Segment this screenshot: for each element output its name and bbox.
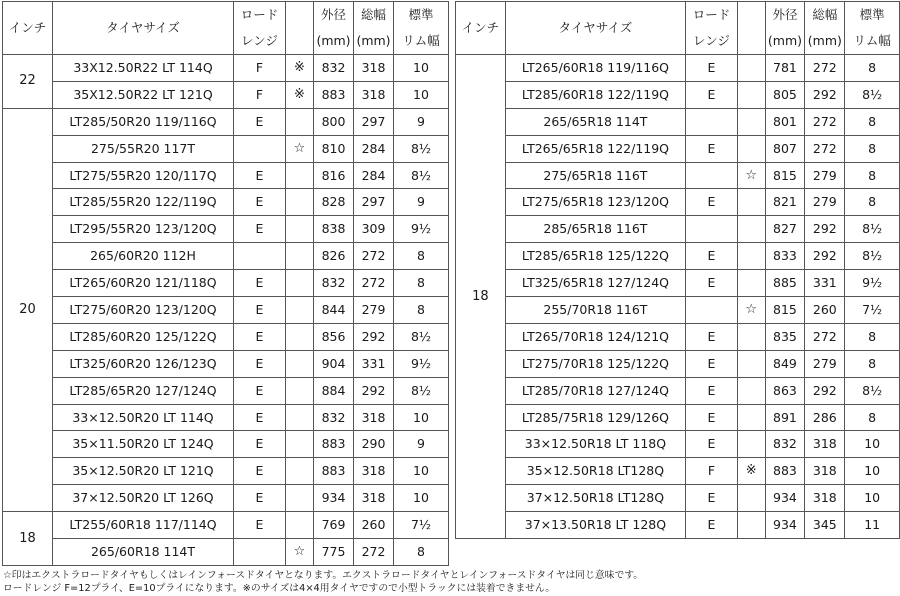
outer-diameter-cell: 934	[314, 485, 354, 512]
rim-width-cell: 9½	[845, 270, 900, 297]
rim-width-cell: 9	[394, 108, 449, 135]
mark-cell	[286, 431, 314, 458]
load-range-cell: E	[234, 323, 286, 350]
total-width-cell: 292	[805, 216, 845, 243]
total-width-cell: 309	[354, 216, 394, 243]
load-range-cell: E	[686, 270, 738, 297]
load-range-cell: E	[234, 377, 286, 404]
load-range-cell: E	[234, 270, 286, 297]
mark-cell: ☆	[737, 162, 765, 189]
mark-cell: ※	[737, 458, 765, 485]
outer-diameter-cell: 833	[765, 243, 805, 270]
mark-cell: ☆	[286, 135, 314, 162]
outer-diameter-cell: 856	[314, 323, 354, 350]
table-row	[456, 431, 900, 458]
table-row	[456, 350, 900, 377]
tire-size-cell: LT325/60R20 126/123Q	[53, 350, 234, 377]
table-row	[3, 270, 449, 297]
header-tire-size: タイヤサイズ	[53, 2, 234, 55]
total-width-cell: 318	[805, 485, 845, 512]
outer-diameter-cell: 832	[314, 270, 354, 297]
table-row	[456, 270, 900, 297]
table-row	[456, 135, 900, 162]
rim-width-cell: 8½	[394, 323, 449, 350]
tire-size-cell: LT285/75R18 129/126Q	[505, 404, 685, 431]
footnote-load-range: ロードレンジ F=12プライ、E=10プライになります。※のサイズは4×4用タイヤですので小型トラックには装着できません。	[3, 583, 556, 594]
outer-diameter-cell: 826	[314, 243, 354, 270]
rim-width-cell: 8	[845, 189, 900, 216]
mark-cell: ☆	[737, 297, 765, 324]
tire-size-cell: LT285/60R20 125/122Q	[53, 323, 234, 350]
tire-size-cell: 265/65R18 114T	[505, 108, 685, 135]
rim-width-cell: 10	[394, 55, 449, 82]
mark-cell: ※	[286, 81, 314, 108]
table-row	[456, 108, 900, 135]
mark-cell	[286, 243, 314, 270]
outer-diameter-cell: 775	[314, 539, 354, 566]
table-row	[3, 323, 449, 350]
rim-width-cell: 8½	[394, 135, 449, 162]
load-range-cell	[686, 162, 738, 189]
inch-cell: 18	[3, 512, 53, 566]
mark-cell	[737, 323, 765, 350]
load-range-cell: E	[686, 189, 738, 216]
total-width-cell: 272	[805, 108, 845, 135]
outer-diameter-cell: 815	[765, 297, 805, 324]
outer-diameter-cell: 849	[765, 350, 805, 377]
table-row	[456, 81, 900, 108]
load-range-cell: E	[686, 55, 738, 82]
outer-diameter-cell: 832	[314, 404, 354, 431]
mark-cell	[286, 512, 314, 539]
rim-width-cell: 8½	[845, 243, 900, 270]
tire-size-cell: 37×13.50R18 LT 128Q	[505, 512, 685, 539]
table-row	[3, 135, 449, 162]
tire-size-cell: LT275/65R18 123/120Q	[505, 189, 685, 216]
rim-width-cell: 11	[845, 512, 900, 539]
mark-cell: ☆	[286, 539, 314, 566]
tire-size-cell: 33×12.50R18 LT 118Q	[505, 431, 685, 458]
header-load-range: ロード レンジ	[234, 2, 286, 55]
table-row	[3, 350, 449, 377]
mark-cell	[286, 404, 314, 431]
tire-size-cell: 35X12.50R22 LT 121Q	[53, 81, 234, 108]
outer-diameter-cell: 816	[314, 162, 354, 189]
rim-width-cell: 8½	[845, 377, 900, 404]
outer-diameter-cell: 883	[314, 431, 354, 458]
total-width-cell: 292	[805, 377, 845, 404]
table-row	[3, 297, 449, 324]
load-range-cell: E	[234, 162, 286, 189]
total-width-cell: 318	[354, 485, 394, 512]
mark-cell: ※	[286, 55, 314, 82]
total-width-cell: 292	[354, 323, 394, 350]
load-range-cell: E	[686, 377, 738, 404]
load-range-cell	[686, 297, 738, 324]
outer-diameter-cell: 904	[314, 350, 354, 377]
rim-width-cell: 8	[845, 350, 900, 377]
rim-width-cell: 10	[394, 81, 449, 108]
mark-cell	[737, 81, 765, 108]
header-inch: インチ	[3, 2, 53, 55]
load-range-cell	[686, 108, 738, 135]
tire-size-cell: LT285/50R20 119/116Q	[53, 108, 234, 135]
tire-size-cell: 285/65R18 116T	[505, 216, 685, 243]
load-range-cell: E	[234, 189, 286, 216]
table-row	[456, 377, 900, 404]
load-range-cell	[234, 243, 286, 270]
outer-diameter-cell: 832	[314, 55, 354, 82]
table-row	[3, 189, 449, 216]
tire-size-cell: LT275/55R20 120/117Q	[53, 162, 234, 189]
header-outer-diameter: 外径 (mm)	[314, 2, 354, 55]
load-range-cell: E	[234, 458, 286, 485]
rim-width-cell: 10	[394, 485, 449, 512]
total-width-cell: 272	[354, 270, 394, 297]
rim-width-cell: 8	[845, 162, 900, 189]
tire-size-cell: LT275/70R18 125/122Q	[505, 350, 685, 377]
load-range-cell: E	[686, 404, 738, 431]
table-row	[3, 458, 449, 485]
tire-size-cell: 35×11.50R20 LT 124Q	[53, 431, 234, 458]
outer-diameter-cell: 863	[765, 377, 805, 404]
tire-size-cell: 37×12.50R20 LT 126Q	[53, 485, 234, 512]
table-row	[3, 377, 449, 404]
table-row	[456, 297, 900, 324]
header-outer-diameter: 外径 (mm)	[765, 2, 805, 55]
footnotes	[3, 569, 643, 595]
rim-width-cell: 8	[394, 539, 449, 566]
tire-size-cell: LT265/65R18 122/119Q	[505, 135, 685, 162]
rim-width-cell: 8½	[845, 216, 900, 243]
mark-cell	[286, 189, 314, 216]
table-row	[3, 431, 449, 458]
table-row	[3, 55, 449, 82]
total-width-cell: 318	[805, 458, 845, 485]
header-row	[3, 2, 449, 55]
outer-diameter-cell: 801	[765, 108, 805, 135]
total-width-cell: 272	[805, 323, 845, 350]
mark-cell	[737, 377, 765, 404]
outer-diameter-cell: 781	[765, 55, 805, 82]
total-width-cell: 272	[354, 243, 394, 270]
header-mark	[286, 2, 314, 55]
load-range-cell: E	[686, 243, 738, 270]
tire-size-cell: LT285/60R18 122/119Q	[505, 81, 685, 108]
mark-cell	[737, 485, 765, 512]
rim-width-cell: 8	[394, 297, 449, 324]
header-row	[456, 2, 900, 55]
table-row	[456, 216, 900, 243]
outer-diameter-cell: 838	[314, 216, 354, 243]
total-width-cell: 279	[354, 297, 394, 324]
total-width-cell: 279	[805, 162, 845, 189]
mark-cell	[286, 108, 314, 135]
load-range-cell: E	[234, 512, 286, 539]
rim-width-cell: 8	[394, 270, 449, 297]
load-range-cell	[686, 216, 738, 243]
total-width-cell: 284	[354, 162, 394, 189]
tire-size-cell: LT275/60R20 123/120Q	[53, 297, 234, 324]
load-range-cell: F	[234, 81, 286, 108]
header-standard-rim: 標準 リム幅	[845, 2, 900, 55]
table-row	[456, 404, 900, 431]
inch-cell: 22	[3, 55, 53, 109]
total-width-cell: 284	[354, 135, 394, 162]
table-row	[456, 485, 900, 512]
load-range-cell: E	[234, 216, 286, 243]
mark-cell	[737, 216, 765, 243]
tire-size-cell: LT325/65R18 127/124Q	[505, 270, 685, 297]
total-width-cell: 318	[354, 458, 394, 485]
total-width-cell: 318	[805, 431, 845, 458]
mark-cell	[286, 485, 314, 512]
mark-cell	[286, 377, 314, 404]
mark-cell	[737, 431, 765, 458]
tire-size-table-right	[455, 1, 900, 539]
tire-size-cell: 275/55R20 117T	[53, 135, 234, 162]
mark-cell	[737, 404, 765, 431]
outer-diameter-cell: 885	[765, 270, 805, 297]
outer-diameter-cell: 810	[314, 135, 354, 162]
outer-diameter-cell: 884	[314, 377, 354, 404]
outer-diameter-cell: 934	[765, 485, 805, 512]
total-width-cell: 297	[354, 108, 394, 135]
tire-size-cell: LT285/65R18 125/122Q	[505, 243, 685, 270]
rim-width-cell: 7½	[845, 297, 900, 324]
total-width-cell: 260	[805, 297, 845, 324]
tire-size-cell: 255/70R18 116T	[505, 297, 685, 324]
inch-cell: 20	[3, 108, 53, 511]
outer-diameter-cell: 883	[765, 458, 805, 485]
tire-size-cell: LT255/60R18 117/114Q	[53, 512, 234, 539]
rim-width-cell: 7½	[394, 512, 449, 539]
header-total-width: 総幅 (mm)	[805, 2, 845, 55]
header-inch: インチ	[456, 2, 506, 55]
total-width-cell: 292	[805, 243, 845, 270]
tire-size-table-left	[2, 1, 449, 566]
mark-cell	[737, 270, 765, 297]
total-width-cell: 297	[354, 189, 394, 216]
mark-cell	[286, 297, 314, 324]
table-row	[456, 243, 900, 270]
rim-width-cell: 9½	[394, 350, 449, 377]
table-row	[456, 55, 900, 82]
mark-cell	[737, 512, 765, 539]
total-width-cell: 290	[354, 431, 394, 458]
outer-diameter-cell: 800	[314, 108, 354, 135]
total-width-cell: 260	[354, 512, 394, 539]
rim-width-cell: 8	[845, 323, 900, 350]
outer-diameter-cell: 769	[314, 512, 354, 539]
load-range-cell: E	[234, 297, 286, 324]
load-range-cell: E	[686, 431, 738, 458]
outer-diameter-cell: 883	[314, 458, 354, 485]
rim-width-cell: 8	[394, 243, 449, 270]
table-row	[456, 189, 900, 216]
rim-width-cell: 9½	[394, 216, 449, 243]
total-width-cell: 331	[805, 270, 845, 297]
rim-width-cell: 8	[845, 135, 900, 162]
load-range-cell: E	[686, 512, 738, 539]
outer-diameter-cell: 891	[765, 404, 805, 431]
total-width-cell: 345	[805, 512, 845, 539]
table-row	[3, 485, 449, 512]
tire-size-cell: LT265/60R20 121/118Q	[53, 270, 234, 297]
table-row	[456, 458, 900, 485]
rim-width-cell: 10	[845, 458, 900, 485]
load-range-cell: E	[234, 108, 286, 135]
load-range-cell: F	[686, 458, 738, 485]
load-range-cell: E	[686, 81, 738, 108]
total-width-cell: 331	[354, 350, 394, 377]
tire-size-cell: LT265/70R18 124/121Q	[505, 323, 685, 350]
table-row	[3, 162, 449, 189]
mark-cell	[737, 243, 765, 270]
total-width-cell: 272	[805, 135, 845, 162]
tire-size-cell: 265/60R18 114T	[53, 539, 234, 566]
tire-size-cell: 265/60R20 112H	[53, 243, 234, 270]
header-tire-size: タイヤサイズ	[505, 2, 685, 55]
table-row	[3, 243, 449, 270]
rim-width-cell: 10	[845, 431, 900, 458]
header-mark	[737, 2, 765, 55]
outer-diameter-cell: 832	[765, 431, 805, 458]
outer-diameter-cell: 828	[314, 189, 354, 216]
mark-cell	[737, 55, 765, 82]
outer-diameter-cell: 934	[765, 512, 805, 539]
outer-diameter-cell: 805	[765, 81, 805, 108]
total-width-cell: 318	[354, 404, 394, 431]
outer-diameter-cell: 815	[765, 162, 805, 189]
mark-cell	[286, 458, 314, 485]
rim-width-cell: 8½	[845, 81, 900, 108]
rim-width-cell: 8½	[394, 377, 449, 404]
load-range-cell: E	[234, 485, 286, 512]
outer-diameter-cell: 807	[765, 135, 805, 162]
rim-width-cell: 10	[845, 485, 900, 512]
outer-diameter-cell: 835	[765, 323, 805, 350]
total-width-cell: 272	[354, 539, 394, 566]
header-standard-rim: 標準 リム幅	[394, 2, 449, 55]
table-row	[3, 216, 449, 243]
rim-width-cell: 8	[845, 55, 900, 82]
mark-cell	[286, 216, 314, 243]
rim-width-cell: 8	[845, 108, 900, 135]
load-range-cell	[234, 135, 286, 162]
tire-size-cell: 37×12.50R18 LT128Q	[505, 485, 685, 512]
tire-size-cell: LT295/55R20 123/120Q	[53, 216, 234, 243]
inch-cell: 18	[456, 55, 506, 539]
table-row	[3, 404, 449, 431]
load-range-cell: E	[686, 350, 738, 377]
mark-cell	[286, 162, 314, 189]
table-row	[3, 81, 449, 108]
load-range-cell: F	[234, 55, 286, 82]
outer-diameter-cell: 827	[765, 216, 805, 243]
total-width-cell: 292	[354, 377, 394, 404]
total-width-cell: 318	[354, 55, 394, 82]
tire-size-cell: 33X12.50R22 LT 114Q	[53, 55, 234, 82]
mark-cell	[286, 270, 314, 297]
rim-width-cell: 10	[394, 458, 449, 485]
mark-cell	[286, 350, 314, 377]
total-width-cell: 318	[354, 81, 394, 108]
header-total-width: 総幅 (mm)	[354, 2, 394, 55]
load-range-cell	[234, 539, 286, 566]
total-width-cell: 292	[805, 81, 845, 108]
load-range-cell: E	[234, 431, 286, 458]
footnote-extra-load: ☆印はエクストラロードタイヤもしくはレインフォースドタイヤとなります。エクストラロードタイヤとレインフォースドタイヤは同じ意味です。	[3, 570, 644, 581]
tire-size-cell: 33×12.50R20 LT 114Q	[53, 404, 234, 431]
table-row	[456, 512, 900, 539]
mark-cell	[737, 108, 765, 135]
outer-diameter-cell: 844	[314, 297, 354, 324]
tire-size-cell: LT265/60R18 119/116Q	[505, 55, 685, 82]
tire-size-cell: LT285/65R20 127/124Q	[53, 377, 234, 404]
header-load-range: ロード レンジ	[686, 2, 738, 55]
mark-cell	[737, 189, 765, 216]
table-row	[3, 539, 449, 566]
mark-cell	[286, 323, 314, 350]
rim-width-cell: 10	[394, 404, 449, 431]
rim-width-cell: 8½	[394, 162, 449, 189]
outer-diameter-cell: 883	[314, 81, 354, 108]
total-width-cell: 286	[805, 404, 845, 431]
load-range-cell: E	[686, 135, 738, 162]
tire-size-cell: 35×12.50R20 LT 121Q	[53, 458, 234, 485]
load-range-cell: E	[234, 404, 286, 431]
total-width-cell: 279	[805, 350, 845, 377]
tire-size-cell: LT285/55R20 122/119Q	[53, 189, 234, 216]
tire-size-cell: 275/65R18 116T	[505, 162, 685, 189]
table-row	[3, 512, 449, 539]
tire-size-cell: LT285/70R18 127/124Q	[505, 377, 685, 404]
rim-width-cell: 8	[845, 404, 900, 431]
rim-width-cell: 9	[394, 189, 449, 216]
load-range-cell: E	[686, 485, 738, 512]
mark-cell	[737, 135, 765, 162]
tire-size-cell: 35×12.50R18 LT128Q	[505, 458, 685, 485]
total-width-cell: 279	[805, 189, 845, 216]
table-row	[456, 162, 900, 189]
table-row	[456, 323, 900, 350]
outer-diameter-cell: 821	[765, 189, 805, 216]
total-width-cell: 272	[805, 55, 845, 82]
rim-width-cell: 9	[394, 431, 449, 458]
load-range-cell: E	[234, 350, 286, 377]
load-range-cell: E	[686, 323, 738, 350]
table-row	[3, 108, 449, 135]
mark-cell	[737, 350, 765, 377]
